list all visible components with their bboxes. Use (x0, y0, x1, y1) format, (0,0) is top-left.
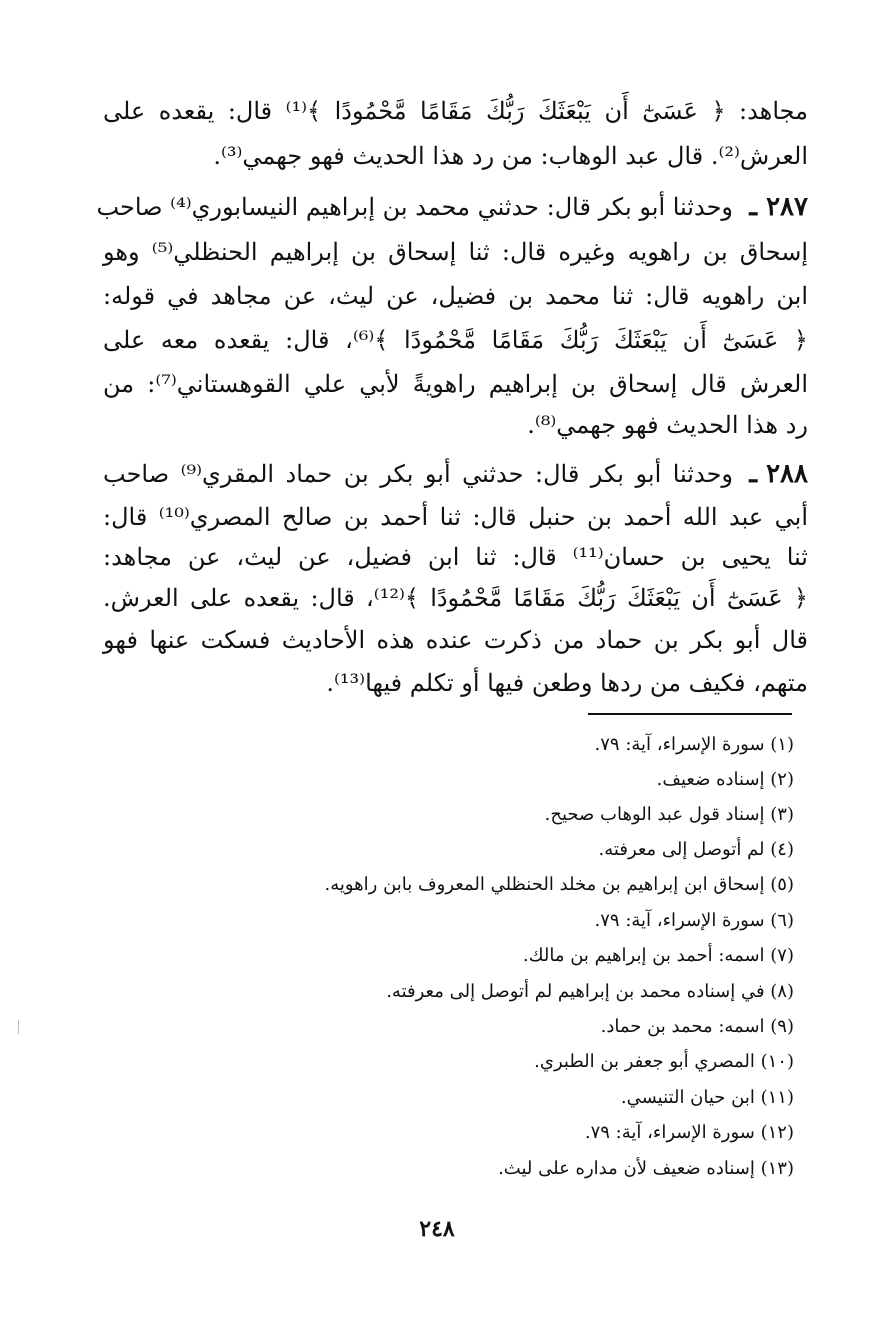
hadith-287-line-4: ﴿ عَسَىٰٓ أَن يَبْعَثَكَ رَبُّكَ مَقَامًا مَّحْمُودًا ﴾⁽⁶⁾، قال: يقعده معه على (103, 326, 808, 354)
hadith-287-number: ٢٨٧ ـ (749, 192, 808, 222)
footnote-12: (١٢) سورة الإسراء، آية: ٧٩. (584, 1122, 794, 1143)
footnote-5: (٥) إسحاق ابن إبراهيم بن مخلد الحنظلي المعروف بابن راهويه. (324, 874, 794, 895)
hadith-288-line-2: أبي عبد الله أحمد بن حنبل قال: ثنا أحمد بن صالح المصري⁽¹⁰⁾ قال: (103, 503, 808, 531)
hadith-288-line-3: ثنا يحيى بن حسان⁽¹¹⁾ قال: ثنا ابن فضيل، عن ليث، عن مجاهد: (103, 543, 808, 571)
page-number: ٢٤٨ (419, 1216, 455, 1242)
footnote-2: (٢) إسناده ضعيف. (656, 769, 794, 790)
footnote-separator (588, 713, 792, 715)
footnote-6: (٦) سورة الإسراء، آية: ٧٩. (594, 910, 794, 931)
hadith-286-line-2: العرش⁽²⁾. قال عبد الوهاب: من رد هذا الحديث فهو جهمي⁽³⁾. (213, 142, 808, 170)
footnote-8: (٨) في إسناده محمد بن إبراهيم لم أتوصل إلى معرفته. (386, 981, 794, 1002)
footnote-3: (٣) إسناد قول عبد الوهاب صحيح. (544, 804, 794, 825)
hadith-286-line-1: مجاهد: ﴿ عَسَىٰٓ أَن يَبْعَثَكَ رَبُّكَ مَقَامًا مَّحْمُودًا ﴾⁽¹⁾ قال: يقعده على (103, 97, 809, 125)
margin-scan-mark (18, 1020, 19, 1034)
hadith-288-line-6: متهم، فكيف من ردها وطعن فيها أو تكلم فيها⁽¹³⁾. (326, 669, 808, 697)
footnote-10: (١٠) المصري أبو جعفر بن الطبري. (534, 1051, 794, 1072)
hadith-287-line-3: ابن راهويه قال: ثنا محمد بن فضيل، عن ليث، عن مجاهد في قوله: (103, 282, 808, 310)
hadith-287-line-5: العرش قال إسحاق بن إبراهيم راهويةً لأبي علي القوهستاني⁽⁷⁾: من (103, 370, 808, 398)
footnote-11: (١١) ابن حيان التنيسي. (620, 1087, 794, 1108)
hadith-287-line-6: رد هذا الحديث فهو جهمي⁽⁸⁾. (527, 411, 808, 439)
hadith-287-line-2: إسحاق بن راهويه وغيره قال: ثنا إسحاق بن إبراهيم الحنظلي⁽⁵⁾ وهو (103, 238, 808, 266)
footnote-7: (٧) اسمه: أحمد بن إبراهيم بن مالك. (522, 945, 794, 966)
footnote-13: (١٣) إسناده ضعيف لأن مداره على ليث. (498, 1158, 794, 1179)
hadith-288-line-4: ﴿ عَسَىٰٓ أَن يَبْعَثَكَ رَبُّكَ مَقَامًا مَّحْمُودًا ﴾⁽¹²⁾، قال: يقعده على العرش. (103, 584, 808, 612)
hadith-288-number: ٢٨٨ ـ (749, 459, 808, 489)
hadith-288-line-5: قال أبو بكر بن حماد من ذكرت عنده هذه الأحاديث فسكت عنها فهو (103, 626, 808, 654)
hadith-288-line-1: وحدثنا أبو بكر قال: حدثني أبو بكر بن حماد المقري⁽⁹⁾ صاحب (103, 460, 733, 488)
footnote-9: (٩) اسمه: محمد بن حماد. (600, 1016, 794, 1037)
hadith-287-line-1: وحدثنا أبو بكر قال: حدثني محمد بن إبراهيم النيسابوري⁽⁴⁾ صاحب (96, 193, 733, 221)
footnote-1: (١) سورة الإسراء، آية: ٧٩. (594, 734, 794, 755)
footnote-4: (٤) لم أتوصل إلى معرفته. (598, 839, 794, 860)
